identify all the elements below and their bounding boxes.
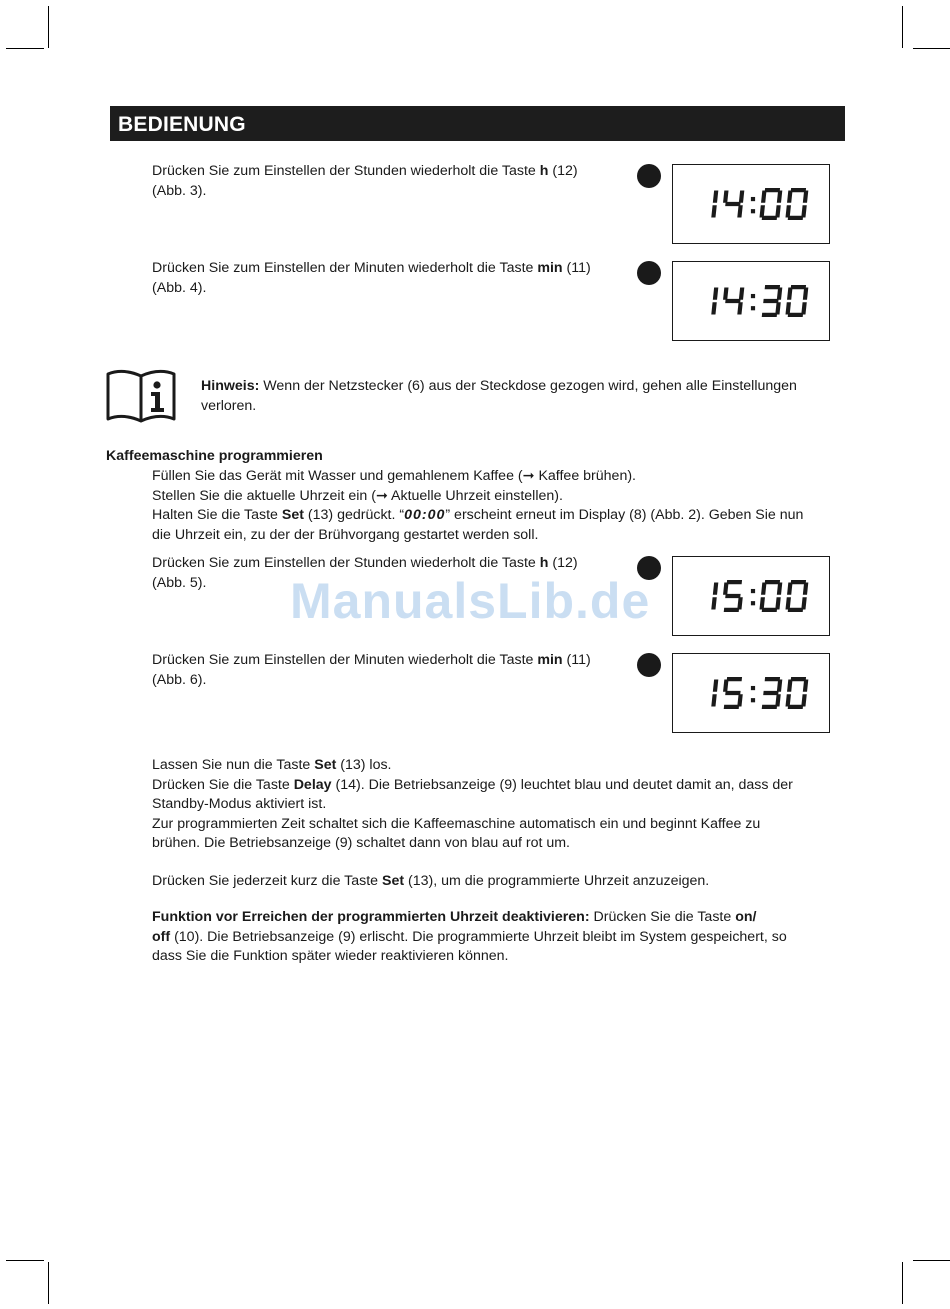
program-intro: [152, 467, 803, 545]
lcd-segment-g: [725, 691, 740, 695]
instruction-line: Stellen Sie die aktuelle Uhrzeit ein (➞ Aktuelle Uhrzeit einstellen).: [152, 487, 563, 504]
lcd-colon: [751, 306, 755, 310]
lcd-segment-d: [762, 705, 777, 709]
lcd-digits: [673, 654, 829, 732]
lcd-digits: [673, 262, 829, 340]
paragraph-release-set: [152, 756, 793, 854]
lcd-segment-d: [724, 608, 739, 612]
lcd-segment-c: [737, 205, 742, 217]
instruction-line: (13) los.: [336, 757, 392, 773]
key-name: Set: [314, 757, 337, 773]
lcd-segment-c: [711, 205, 716, 217]
lcd-segment-a: [765, 580, 780, 584]
lcd-segment-a: [727, 580, 742, 584]
step-bullet: [637, 164, 661, 188]
lcd-digit-0: [785, 580, 808, 612]
lcd-segment-f: [787, 583, 792, 595]
lcd-digits: [673, 557, 829, 635]
lcd-segment-b: [713, 288, 718, 300]
lcd-segment-b: [713, 583, 718, 595]
lcd-segment-b: [777, 288, 782, 300]
lcd-segment-c: [737, 302, 742, 314]
lcd-segment-c: [737, 597, 742, 609]
key-name: min: [537, 652, 563, 668]
lcd-segment-f: [787, 191, 792, 203]
lcd-segment-e: [785, 694, 790, 706]
step-text: (12): [548, 163, 578, 179]
info-book-icon: [105, 366, 177, 424]
lcd-segment-b: [777, 680, 782, 692]
note-text: [201, 377, 797, 416]
lcd-digit-5: [721, 580, 744, 612]
lcd-digit-4: [721, 288, 744, 315]
lcd-segment-c: [801, 597, 806, 609]
lcd-segment-g: [763, 691, 778, 695]
instruction-line: (10). Die Betriebsanzeige (9) erlischt. Die programmierte Uhrzeit bleibt im System gespeichert, so: [170, 928, 787, 945]
lcd-display: [672, 164, 830, 244]
lcd-segment-a: [765, 188, 780, 192]
lcd-segment-a: [791, 188, 806, 192]
key-name: h: [539, 555, 549, 571]
lcd-segment-d: [788, 705, 803, 709]
lcd-digit-3: [762, 285, 783, 317]
crop-mark: [48, 1262, 49, 1304]
lcd-display: [672, 261, 830, 341]
step-text: (11): [562, 652, 591, 668]
instruction-line: Füllen Sie das Gerät mit Wasser und gemahlenem Kaffee (➞ Kaffee brühen).: [152, 468, 637, 484]
instruction-line: brühen. Die Betriebsanzeige (9) schaltet dann von blau auf rot um.: [152, 835, 570, 851]
key-name: h: [539, 163, 549, 179]
lcd-digit-0: [759, 188, 782, 220]
lcd-digit-0: [785, 285, 808, 317]
lcd-display: [672, 653, 830, 733]
lcd-segment-e: [785, 597, 790, 609]
crop-mark: [48, 6, 49, 48]
instruction-line: die Uhrzeit ein, zu der der Brühvorgang gestartet werden soll.: [152, 526, 539, 543]
lcd-digit-1: [711, 191, 718, 218]
crop-mark: [902, 6, 903, 48]
lcd-segment-b: [777, 583, 782, 595]
lcd-segment-d: [762, 608, 777, 612]
lcd-segment-d: [788, 608, 803, 612]
step-text: Drücken Sie zum Einstellen der Stunden wiederholt die Taste: [152, 163, 540, 179]
lcd-segment-d: [762, 313, 777, 317]
lcd-segment-b: [803, 680, 808, 692]
lcd-colon: [751, 686, 755, 690]
crop-mark: [913, 48, 950, 49]
lcd-segment-a: [765, 677, 780, 681]
lcd-segment-c: [711, 694, 716, 706]
step-hours-text: [152, 162, 578, 201]
lcd-segment-c: [711, 597, 716, 609]
lcd-segment-f: [723, 191, 728, 203]
lcd-segment-f: [723, 680, 728, 692]
step-bullet: [637, 261, 661, 285]
step-text: Drücken Sie zum Einstellen der Minuten wiederholt die Taste: [152, 652, 538, 668]
lcd-segment-f: [723, 583, 728, 595]
step-minutes-text: [152, 259, 591, 298]
subsection-title: Kaffeemaschine programmieren: [106, 448, 323, 464]
lcd-digit-0: [785, 188, 808, 220]
instruction-line: ” erscheint erneut im Display (8) (Abb. 2). Geben Sie nun: [445, 507, 804, 523]
instruction-line: Standby-Modus aktiviert ist.: [152, 796, 327, 812]
lcd-segment-d: [762, 216, 777, 220]
lcd-segment-e: [759, 205, 764, 217]
lcd-segment-a: [765, 285, 780, 289]
step-text: (11): [562, 260, 591, 276]
lcd-segment-b: [777, 191, 782, 203]
note-body: verloren.: [201, 397, 257, 414]
lcd-segment-c: [801, 694, 806, 706]
lcd-segment-e: [785, 205, 790, 217]
lcd-digit-1: [711, 583, 718, 610]
crop-mark: [902, 1262, 903, 1304]
lcd-segment-c: [775, 694, 780, 706]
lcd-segment-a: [791, 580, 806, 584]
lcd-digit-4: [721, 191, 744, 218]
instruction-line: Zur programmierten Zeit schaltet sich die Kaffeemaschine automatisch ein und beginnt Kaffee zu: [152, 815, 761, 832]
note-body: Wenn der Netzstecker (6) aus der Steckdose gezogen wird, gehen alle Einstellungen: [259, 378, 797, 394]
lcd-segment-c: [775, 597, 780, 609]
lcd-segment-f: [761, 583, 766, 595]
lcd-segment-b: [803, 583, 808, 595]
crop-mark: [6, 1260, 44, 1261]
lcd-segment-g: [725, 594, 740, 598]
lcd-colon: [751, 698, 755, 702]
key-name: Delay: [293, 776, 332, 793]
figure-ref: (Abb. 6).: [152, 671, 207, 688]
lcd-digit-0: [759, 580, 782, 612]
lcd-segment-d: [788, 216, 803, 220]
lcd-segment-b: [713, 680, 718, 692]
instruction-line: (13), um die programmierte Uhrzeit anzuzeigen.: [404, 873, 710, 889]
key-name: Set: [382, 873, 405, 889]
key-name: off: [152, 928, 171, 945]
instruction-line: (14). Die Betriebsanzeige (9) leuchtet blau und deutet damit an, dass der: [331, 776, 793, 793]
instruction-line: Drücken Sie die Taste: [589, 909, 736, 925]
instruction-line: dass Sie die Funktion später wieder reaktivieren können.: [152, 948, 509, 964]
lcd-segment-g: [725, 299, 740, 303]
lcd-segment-c: [775, 205, 780, 217]
key-name: on/: [735, 909, 757, 925]
lcd-segment-c: [737, 694, 742, 706]
figure-ref: (Abb. 4).: [152, 279, 207, 296]
paragraph-deactivate: [152, 908, 787, 967]
lcd-digit-5: [721, 677, 744, 709]
lcd-segment-b: [803, 288, 808, 300]
lcd-colon: [751, 294, 755, 298]
key-name: Set: [281, 507, 304, 523]
instruction-line: Lassen Sie nun die Taste: [152, 757, 315, 773]
inline-display-value: 00:00: [404, 507, 446, 523]
lcd-segment-c: [711, 302, 716, 314]
lcd-segment-f: [787, 288, 792, 300]
lcd-segment-g: [725, 202, 740, 206]
instruction-line: Drücken Sie jederzeit kurz die Taste: [152, 873, 382, 889]
lcd-segment-b: [803, 191, 808, 203]
lcd-segment-f: [761, 191, 766, 203]
step-text: Drücken Sie zum Einstellen der Stunden wiederholt die Taste: [152, 555, 540, 571]
crop-mark: [6, 48, 44, 49]
lcd-segment-g: [763, 299, 778, 303]
emphasis-heading: Funktion vor Erreichen der programmierten Uhrzeit deaktivieren:: [152, 909, 590, 925]
key-name: min: [537, 260, 563, 276]
header-accent: [106, 106, 110, 141]
lcd-digits: [673, 165, 829, 243]
lcd-digit-1: [711, 288, 718, 315]
lcd-segment-b: [713, 191, 718, 203]
step-text: (12): [548, 555, 578, 571]
lcd-segment-e: [759, 597, 764, 609]
lcd-segment-f: [787, 680, 792, 692]
step-bullet: [637, 653, 661, 677]
lcd-digit-3: [762, 677, 783, 709]
lcd-segment-b: [739, 288, 744, 300]
lcd-segment-d: [724, 705, 739, 709]
figure-ref: (Abb. 5).: [152, 574, 207, 591]
lcd-segment-a: [791, 677, 806, 681]
lcd-digit-1: [711, 680, 718, 707]
crop-mark: [913, 1260, 950, 1261]
lcd-segment-f: [723, 288, 728, 300]
lcd-display: [672, 556, 830, 636]
figure-ref: (Abb. 3).: [152, 182, 207, 199]
paragraph-show-time: [152, 872, 709, 892]
lcd-segment-c: [801, 302, 806, 314]
lcd-segment-b: [739, 191, 744, 203]
instruction-line: Drücken Sie die Taste: [152, 776, 294, 793]
lcd-segment-c: [801, 205, 806, 217]
lcd-segment-a: [727, 677, 742, 681]
lcd-colon: [751, 209, 755, 213]
lcd-segment-a: [791, 285, 806, 289]
step-minutes-text: [152, 651, 591, 690]
lcd-segment-c: [775, 302, 780, 314]
watermark: ManualsLib.de: [290, 573, 651, 629]
lcd-digit-0: [785, 677, 808, 709]
lcd-colon: [751, 601, 755, 605]
instruction-line: (13) gedrückt. “: [303, 507, 405, 523]
lcd-segment-e: [785, 302, 790, 314]
lcd-colon: [751, 197, 755, 201]
note-label: Hinweis:: [201, 378, 260, 394]
instruction-line: Halten Sie die Taste: [152, 507, 282, 523]
lcd-segment-d: [788, 313, 803, 317]
step-text: Drücken Sie zum Einstellen der Minuten wiederholt die Taste: [152, 260, 538, 276]
section-title: BEDIENUNG: [118, 113, 246, 136]
section-header: [106, 106, 845, 141]
lcd-colon: [751, 589, 755, 593]
